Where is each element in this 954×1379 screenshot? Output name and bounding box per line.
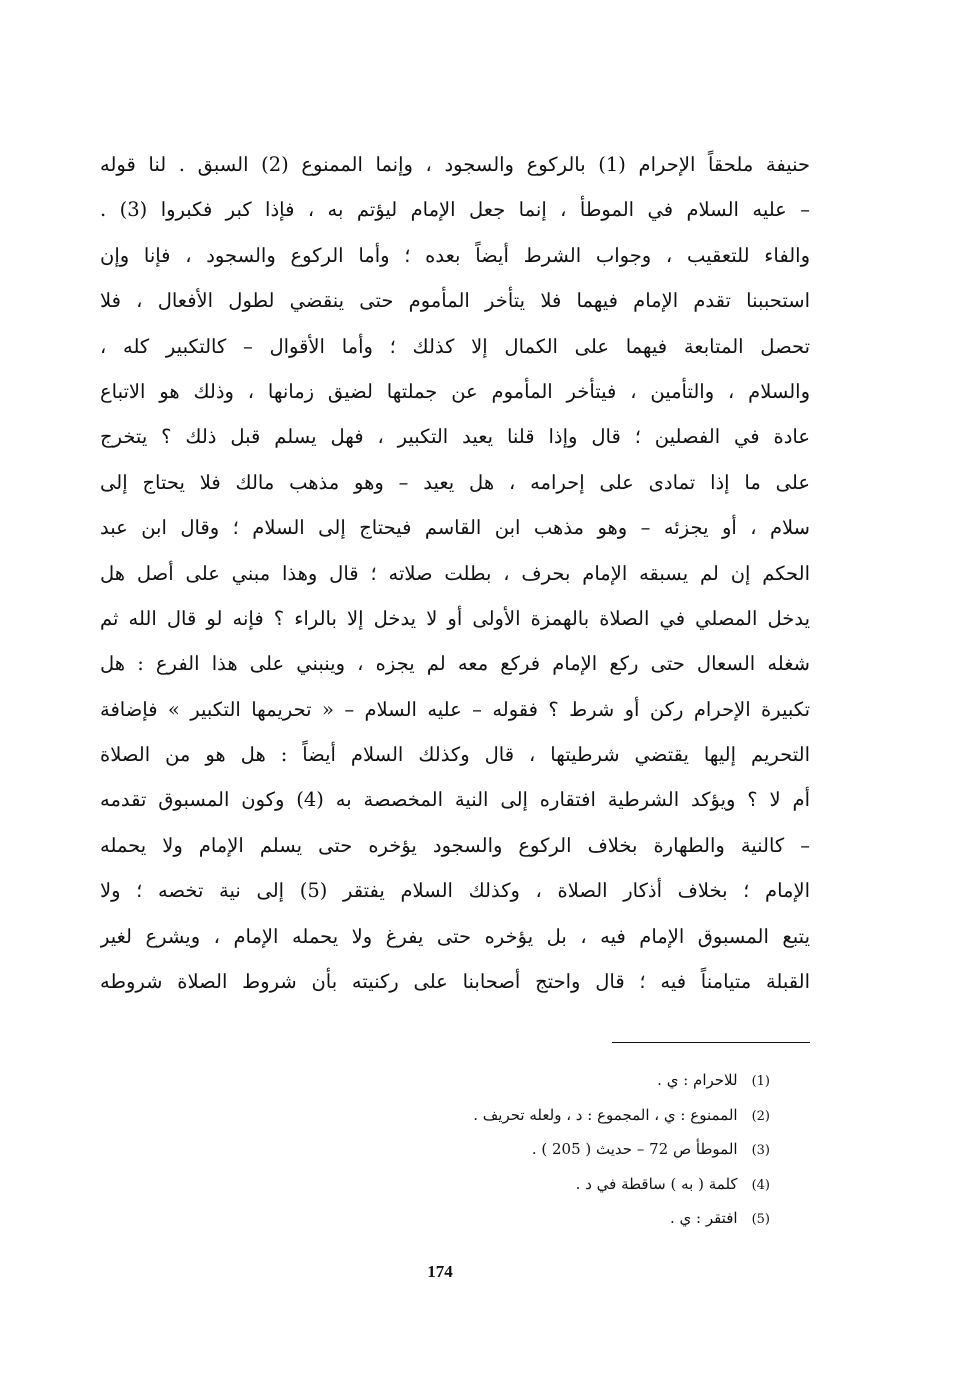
page-number: 174	[427, 1262, 453, 1281]
footnote-number: (4)	[751, 1177, 770, 1193]
text-line: على ما إذا تمادى على إحرامه ، هل يعيد – وهو مذهب مالك فلا يحتاج إلى	[100, 470, 810, 494]
text-line: يدخل المصلي في الصلاة بالهمزة الأولى أو لا يدخل إلا بالراء ؟ فإنه لو قال الله ثم	[100, 606, 810, 630]
footnote-text: افتقر : ي .	[669, 1209, 738, 1227]
body-text	[100, 142, 810, 1004]
text-line: والفاء للتعقيب ، وجواب الشرط أيضاً بعده ؛ وأما الركوع والسجود ، فإنا وإن	[100, 243, 810, 267]
text-line: تكبيرة الإحرام ركن أو شرط ؟ فقوله – عليه السلام – « تحريمها التكبير » فإضافة	[100, 697, 810, 721]
footnote-item	[300, 1063, 770, 1098]
footnote-number: (5)	[751, 1212, 770, 1227]
text-line: التحريم إليها يقتضي شرطيتها ، قال وكذلك السلام أيضاً : هل هو من الصلاة	[100, 743, 810, 767]
text-line: يتبع المسبوق الإمام فيه ، بل يؤخره حتى يفرغ ولا يحمله الإمام ، ويشرع لغير	[100, 924, 810, 948]
text-line: عادة في الفصلين ؛ قال وإذا قلنا يعيد التكبير ، فهل يسلم قبل ذلك ؟ يتخرج	[100, 425, 810, 449]
footnotes	[300, 1063, 770, 1236]
text-line: استحببنا تقدم الإمام فيهما فلا يتأخر المأموم حتى ينقضي لطول الأفعال ، فلا	[100, 289, 810, 313]
text-line: حنيفة ملحقاً الإحرام (1) بالركوع والسجود ، وإنما الممنوع (2) السبق . لنا قوله	[100, 153, 810, 176]
footnote-text: الممنوع : ي ، المجموع : د ، ولعله تحريف .	[473, 1105, 738, 1124]
text-line: شغله السعال حتى ركع الإمام فركع معه لم يجزه ، وينبني على هذا الفرع : هل	[100, 652, 810, 676]
footnote-item	[300, 1167, 770, 1202]
text-line: تحصل المتابعة فيهما على الكمال إلا كذلك ؛ وأما الأقوال – كالتكبير كله ،	[100, 334, 810, 358]
text-line: الحكم إن لم يسبقه الإمام بحرف ، بطلت صلاته ؛ قال وهذا مبني على أصل هل	[100, 561, 810, 585]
text-line: سلام ، أو يجزئه – وهو مذهب ابن القاسم فيحتاج إلى السلام ؛ وقال ابن عبد	[100, 516, 810, 540]
text-line: القبلة متيامناً فيه ؛ قال واحتج أصحابنا على ركنيته بأن شروط الصلاة شروطه	[100, 970, 810, 994]
text-line: الإمام ؛ بخلاف أذكار الصلاة ، وكذلك السلام يفتقر (5) إلى نية تخصه ؛ ولا	[100, 879, 810, 903]
footnote-text: للاحرام : ي .	[657, 1071, 738, 1089]
footnote-number: (1)	[751, 1074, 770, 1089]
text-line: أم لا ؟ ويؤكد الشرطية افتقاره إلى النية المخصصة به (4) وكون المسبوق تقدمه	[100, 788, 810, 812]
footnote-number: (2)	[751, 1108, 770, 1124]
footnote-separator	[612, 1042, 810, 1043]
footnote-text: كلمة ( به ) ساقطة في د .	[575, 1174, 738, 1193]
text-line: والسلام ، والتأمين ، فيتأخر المأموم عن جملتها لضيق زمانها ، وذلك هو الاتباع	[100, 379, 810, 403]
footnote-text: الموطأ ص 72 – حديث ( 205 ) .	[531, 1140, 738, 1158]
text-line: – عليه السلام في الموطأ ، إنما جعل الإمام ليؤتم به ، فإذا كبر فكبروا (3) .	[100, 198, 810, 222]
footnote-number: (3)	[751, 1143, 770, 1158]
text-line: – كالنية والطهارة بخلاف الركوع والسجود يؤخره حتى يسلم الإمام ولا يحمله	[100, 833, 810, 857]
footnote-item	[300, 1201, 770, 1236]
footnote-item	[300, 1098, 770, 1133]
footnote-item	[300, 1132, 770, 1167]
